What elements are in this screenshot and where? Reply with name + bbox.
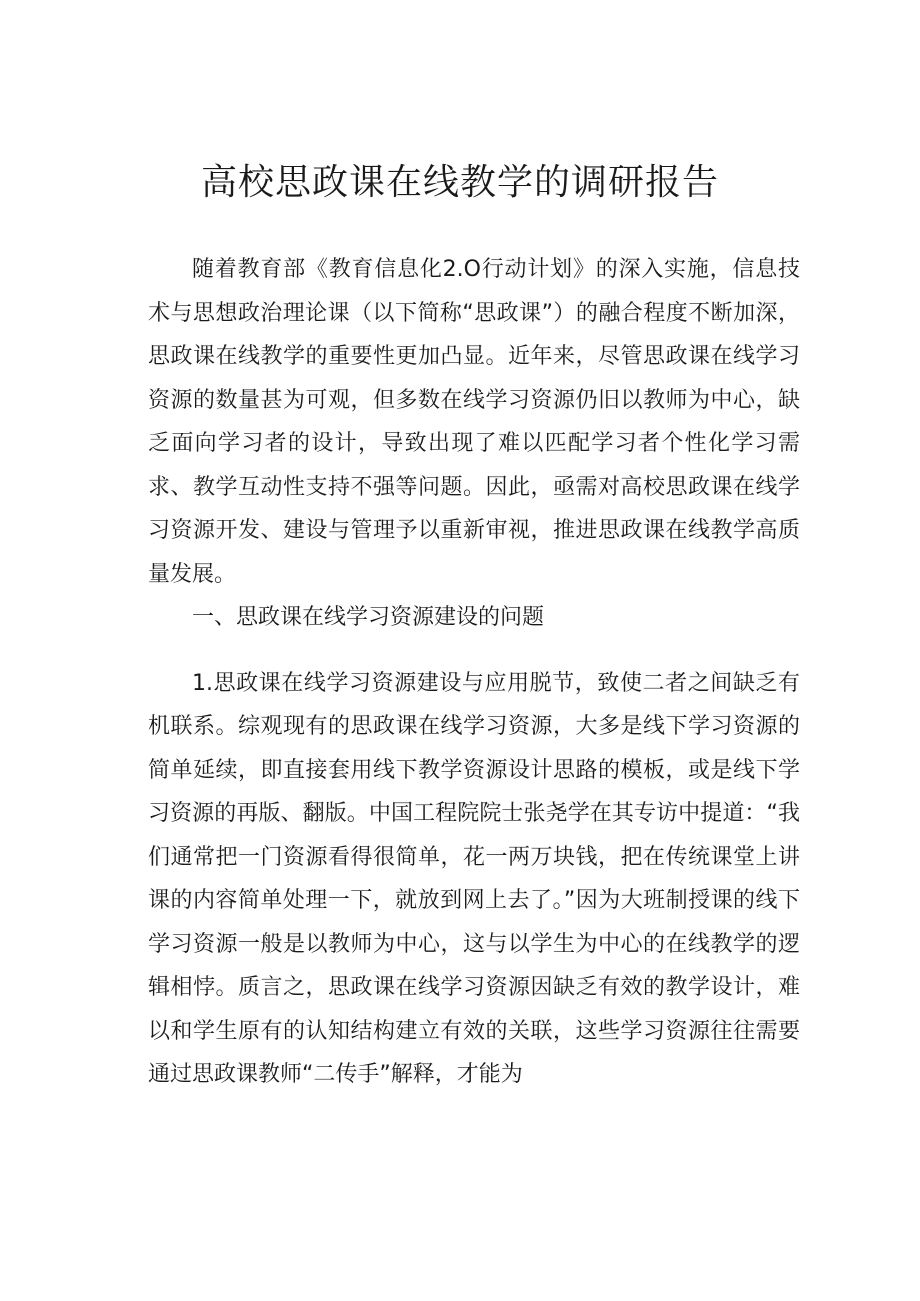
document-title: 高校思政课在线教学的调研报告 xyxy=(200,162,719,203)
intro-paragraph: 随着教育部《教育信息化2.O行动计划》的深入实施，信息技术与思想政治理论课（以下简称“思政课”）的融合程度不断加深，思政课在线教学的重要性更加凸显。近年来，尽管思政课在线学习资源的数量甚为可观，但多数在线学习资源仍旧以教师为中心，缺乏面向学习者的设计，导致出现了难以匹配学习者个性化学习需求、教学互动性支持不强等问题。因此，亟需对高校思政课在线学习资源开发、建设与管理予以重新审视，推进思政课在线教学高质量发展。 xyxy=(148,257,800,587)
section-heading: 一、思政课在线学习资源建设的问题 xyxy=(192,605,545,630)
document-body xyxy=(148,248,800,1097)
point-1-paragraph: 1.思政课在线学习资源建设与应用脱节，致使二者之间缺乏有机联系。综观现有的思政课在线学习资源，大多是线下学习资源的简单延续，即直接套用线下教学资源设计思路的模板，或是线下学习资源的再版、翻版。中国工程院院士张尧学在其专访中提道：“我们通常把一门资源看得很简单，花一两万块钱，把在传统课堂上讲课的内容简单处理一下，就放到网上去了。”因为大班制授课的线下学习资源一般是以教师为中心，这与以学生为中心的在线教学的逻辑相悖。质言之，思政课在线学习资源因缺乏有效的教学设计，难以和学生原有的认知结构建立有效的关联，这些学习资源往往需要通过思政课教师“二传手”解释，才能为 xyxy=(148,670,800,1087)
